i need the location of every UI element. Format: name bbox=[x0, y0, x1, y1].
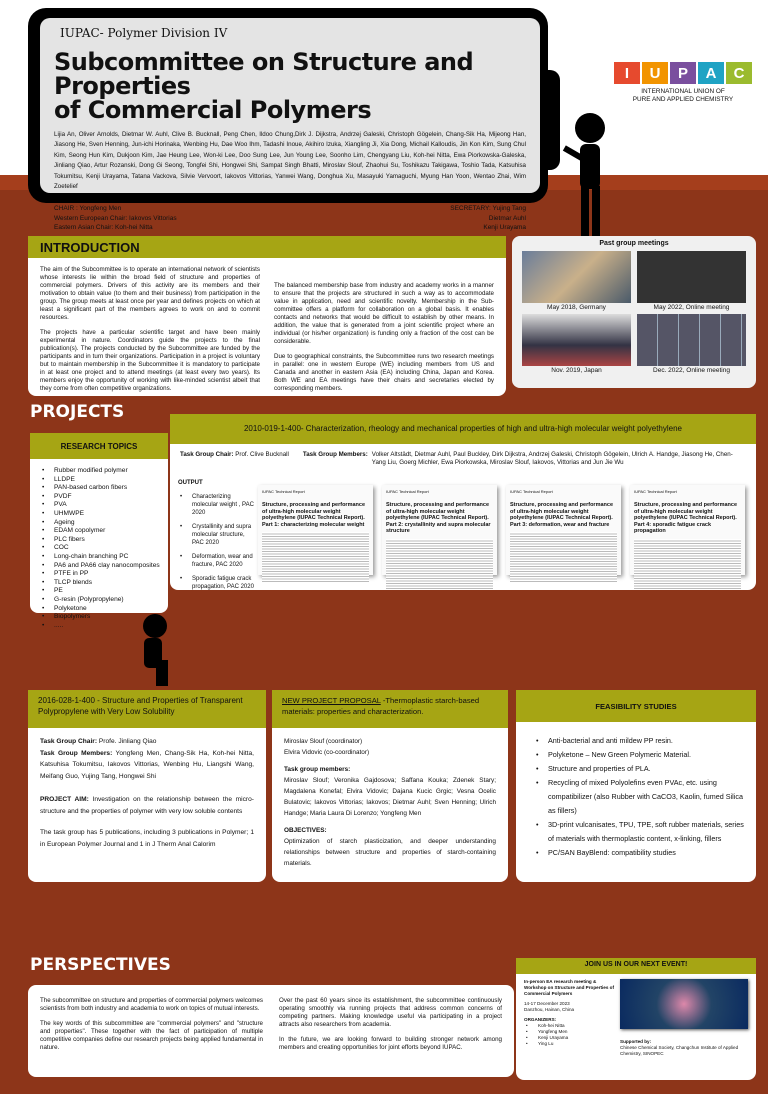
coordinator: Miroslav Slouf (coordinator) bbox=[284, 738, 363, 745]
officers bbox=[54, 204, 526, 233]
research-topic-item: • PAN-based carbon fibers bbox=[40, 484, 162, 493]
co-coordinator: Elvira Vidovic (co-coordinator) bbox=[284, 749, 370, 756]
event-date: 14-17 December 2023 bbox=[524, 1001, 570, 1006]
feasibility-title: FEASIBILITY STUDIES bbox=[516, 690, 756, 722]
research-topic-item: • LLDPE bbox=[40, 476, 162, 485]
photo-caption: May 2022, Online meeting bbox=[653, 304, 730, 311]
research-topics-panel bbox=[30, 433, 168, 629]
members-label: Task group members: bbox=[284, 766, 351, 773]
research-topic-item: • PVA bbox=[40, 501, 162, 510]
logo-line-1: INTERNATIONAL UNION OF bbox=[641, 88, 725, 95]
new-proposal-panel bbox=[272, 690, 508, 882]
feasibility-item: • Recycling of mixed Polyolefins even PVAc, etc. using compatibilizer (also Rubber with CaCO3, Kaolin, fumed Silica as fillers) bbox=[534, 776, 748, 818]
output-item: • Deformation, wear and fracture, PAC 2020 bbox=[178, 553, 254, 569]
perspective-paragraph: In the future, we are looking forward to building stronger network among members and creating opportunities for joint efforts beyond IUPAC. bbox=[279, 1036, 502, 1051]
paper-body bbox=[634, 539, 741, 589]
logo-letter: A bbox=[698, 62, 724, 84]
feasibility-item: • 3D-print vulcanisates, TPU, TPE, soft rubber materials, series of materials with thermoplastic content, x-linking, fillers bbox=[534, 818, 748, 846]
secretary-3: Kenji Urayama bbox=[483, 224, 526, 232]
paper-body bbox=[262, 532, 369, 582]
introduction-panel bbox=[28, 236, 506, 396]
event-venue-image bbox=[620, 979, 748, 1029]
division-label: IUPAC- Polymer Division IV bbox=[60, 26, 228, 40]
meeting-photo bbox=[522, 251, 631, 303]
logo-line-2: PURE AND APPLIED CHEMISTRY bbox=[632, 96, 734, 103]
intro-paragraph: Due to geographical constraints, the Subcommittee runs two research meetings in parallel: one in western Europe (WE) including members from US and Canada and another in eastern Asia (EA) including China, Japan and Korea. Both WE and EA meetings have their chairs and secretaries elected by corresponding members. bbox=[274, 353, 494, 392]
perspectives-heading: PERSPECTIVES bbox=[30, 955, 171, 975]
we-chair: Western European Chair: Iakovos Vittorias bbox=[54, 214, 177, 222]
members-list: Yongfeng Men, Chang-Sik Ha, Koh-hei Nitta, Katsuhisa Tokumitsu, Iakovos Vittorias, Wenbing Hu, Liangshi Wang, Meifang Guo, Yujing Tang, Hongwei Shi bbox=[40, 749, 254, 780]
research-topic-item: • Long-chain branching PC bbox=[40, 553, 162, 562]
perspective-paragraph: Over the past 60 years since its establishment, the subcommittee continuously operating smoothly via running projects that address common concerns of competing partners. Making knowledge useful via participating in a project attracts also researchers from academia. bbox=[279, 997, 502, 1028]
iupac-logo bbox=[608, 62, 758, 104]
research-topic-item: • PLC fibers bbox=[40, 536, 162, 545]
research-topic-item: • PTFE in PP bbox=[40, 570, 162, 579]
proposal-title: -Thermoplastic starch-based materials: properties and characterization. bbox=[282, 696, 480, 716]
project-pp-panel bbox=[28, 690, 266, 882]
research-topics-title: RESEARCH TOPICS bbox=[30, 433, 168, 459]
paper-header: IUPAC Technical Report bbox=[386, 489, 429, 494]
past-meetings-panel bbox=[512, 236, 756, 388]
organizer-item: • Ying Lu bbox=[524, 1041, 614, 1047]
organizer-item: • Yongfeng Men bbox=[524, 1029, 614, 1035]
publication-thumbnail[interactable] bbox=[630, 485, 745, 575]
research-topic-item: • COC bbox=[40, 544, 162, 553]
meeting-photo bbox=[522, 314, 631, 366]
logo-letter: U bbox=[642, 62, 668, 84]
intro-paragraph: The projects have a particular scientific target and have been mainly experimental in nature. Coordinators guide the projects to the final publication(s). The projects conducted by the Subcommittee are funded by the participants and in turn their organizations. Participation in a project is voluntary but to maintain membership in the Subcommittee it is mandatory to participate in at least one project and to attend meetings (at least every two years). Its members enjoy the opportunity of working with like-minded scientist albeit that they come from often competitive organizations. bbox=[40, 329, 260, 392]
poster-title bbox=[54, 50, 526, 122]
organizers-list bbox=[524, 1023, 614, 1047]
chair-label: Task Group Chair: bbox=[180, 451, 234, 458]
research-topics-list bbox=[30, 459, 168, 630]
research-topic-item: • TLCP blends bbox=[40, 579, 162, 588]
intro-paragraph: The aim of the Subcommittee is to operate an international network of scientists whose interests lie within the broad field of structure and properties of commercial polymers. Drivers of this activity are its members and their motivation to obtain value (to them and their business) from participation in the group. The group meets at least once per year and defines projects on which at least a significant part of the members agrees to work on and to commit resources. bbox=[40, 266, 260, 321]
perspective-paragraph: The key words of this subcommittee are "commercial polymers" and "structure and properties". These together with the fact of participation of multiple competitive companies define our research projects being applied fundamental in nature. bbox=[40, 1020, 263, 1051]
research-topic-item: • PVDF bbox=[40, 493, 162, 502]
publication-thumbnail[interactable] bbox=[506, 485, 621, 575]
perspective-paragraph: The subcommittee on structure and properties of commercial polymers welcomes scientists from both industry and academia to work on topics of mutual interests. bbox=[40, 997, 263, 1012]
output-list bbox=[178, 493, 254, 591]
next-event-panel bbox=[516, 958, 756, 1080]
objectives-label: OBJECTIVES: bbox=[284, 827, 327, 834]
perspectives-panel bbox=[28, 985, 514, 1077]
organizers-label: ORGANIZERS: bbox=[524, 1017, 557, 1022]
objectives-text: Optimization of starch plasticization, and deeper understanding relationships between structure and properties of starch-containing materials. bbox=[284, 838, 496, 867]
output-item: • Characterizing molecular weight , PAC 2020 bbox=[178, 493, 254, 517]
photo-caption: May 2018, Germany bbox=[547, 304, 606, 311]
organizer-item: • Koh-hei Nitta bbox=[524, 1023, 614, 1029]
paper-body bbox=[386, 539, 493, 589]
chair-label: Task Group Chair: bbox=[40, 738, 98, 745]
supporters-label: Supported by: bbox=[620, 1039, 652, 1044]
research-topic-item: • ..... bbox=[40, 622, 162, 631]
output-item: • Crystallinity and supra molecular structure, PAC 2020 bbox=[178, 523, 254, 547]
output-item: • Sporadic fatigue crack propagation, PAC 2020 bbox=[178, 575, 254, 591]
logo-letter: C bbox=[726, 62, 752, 84]
author-list: Lijia An, Oliver Arnolds, Dietmar W. Auhl, Clive B. Bucknall, Peng Chen, Ildoo Chung,Dirk J. Dijkstra, Andrzej Galeski, Christoph Gögelein, Chang-Sik Ha, Mijeong Han, Jiasong He, Sven Henning, Jun-ichi Horinaka, Wenbing Hu, Dae Woo Ihm, Tadashi Inoue, Akihiro Izuka, Xiangling Ji, Xia Dong, Michail Kalloudis, Jin Kon Kim, Sung Chul Kim, Seong Hun Kim, Dukjoon Kim, Jae Heung Lee, Won-ki Lee, Doo Sung Lee, Jun Young Lee, Soonho Lim, Chengyang Liu, Koh-hei Nitta, Ewa Piorkowska-Galeska, Jinliang Qiao, Artur Rozanski, Dong Gi Seong, Tongfei Shi, Hongwei Shi, Sampat Singh Bhatti, Miroslav Slouf, Zhaohui Su, Toshikazu Takigawa, Toshio Tada, Katsuhisa Tokumitsu, Kenji Urayama, Tatana Vackova, Silvie Vervoort, Iakovos Vittorias, Yanwei Wang, Donghua Xu, Masayuki Yamaguchi, Myung Han Yoon, Wentao Zhai, Wim Zoetelief bbox=[54, 131, 526, 191]
members-label: Task Group Members: bbox=[302, 451, 368, 458]
photo-caption: Nov. 2019, Japan bbox=[551, 367, 602, 374]
paper-header: IUPAC Technical Report bbox=[634, 489, 677, 494]
research-topic-item: • G-resin (Polypropylene) bbox=[40, 596, 162, 605]
title-line-1: Subcommittee on Structure and Properties bbox=[54, 48, 474, 100]
aim-text: Investigation on the relationship between the micro-structure and the properties of polymer with very low soluble contents bbox=[40, 796, 254, 815]
feasibility-item: • PC/SAN BayBlend: compatibility studies bbox=[534, 846, 748, 860]
paper-title: Structure, processing and performance of ultra-high molecular weight polyethylene (IUPAC Technical Report). Part 4: sporadic fatigue crack propagation bbox=[634, 502, 737, 534]
members-label: Task Group Members: bbox=[40, 749, 113, 757]
proposal-label: NEW PROJECT PROPOSAL bbox=[282, 696, 381, 705]
intro-paragraph: The balanced membership base from industry and academy works in a manner to ensure that the projects are structured in such a way as to accommodate value in application, need and scientific novelty. Membership in the Sub-committee offers a platform for collaboration on a global basis. It enables contacts and networks that would be difficult to establish by other means. In addition, the value that is generated from a joint scientific project where an individual (or his/her organization) is funding only a fraction of the cost can be considerable. bbox=[274, 282, 494, 345]
aim-label: PROJECT AIM: bbox=[40, 796, 89, 803]
feasibility-item: • Anti-bacterial and anti mildew PP resin. bbox=[534, 734, 748, 748]
research-topic-item: • Ageing bbox=[40, 519, 162, 528]
ea-chair: Eastern Asian Chair: Koh-hei Nitta bbox=[54, 224, 153, 232]
event-name: In-person EA research meeting & Workshop on Structure and Properties of Commercial Polymers bbox=[524, 979, 615, 996]
paper-body bbox=[510, 532, 617, 582]
meeting-photo bbox=[637, 251, 746, 303]
chair-name: Prof. Clive Bucknall bbox=[235, 451, 289, 458]
logo-letter: I bbox=[614, 62, 640, 84]
chair-name: Profe. Jinliang Qiao bbox=[98, 738, 157, 745]
event-place: Danzhou, Hainan, China bbox=[524, 1007, 575, 1012]
publication-thumbnail[interactable] bbox=[382, 485, 497, 575]
projects-heading: PROJECTS bbox=[30, 402, 125, 422]
members-list: Miroslav Slouf; Veronika Gajdosova; Saffana Kouka; Zdenek Stary; Magdalena Konefal; Elvira Vidovic; Dajana Kucic Grgic; Vesna Ocelic Bulatovic; Iakovos Vittorias; Iakovos; Dietmar Auhl; Sven Henning; Ulrich Handge; Maria Laura Di Lorenzo; Yongfeng Men bbox=[284, 777, 496, 817]
publications-text: The task group has 5 publications, including 3 publications in Polymer; 1 in European Polymer Journal and 1 in J Therm Anal Calorim bbox=[40, 829, 254, 848]
research-topic-item: • UHMWPE bbox=[40, 510, 162, 519]
introduction-title: INTRODUCTION bbox=[28, 236, 506, 258]
feasibility-panel bbox=[516, 690, 756, 882]
paper-title: Structure, processing and performance of ultra-high molecular weight polyethylene (IUPAC Technical Report). Part 2: crystallinity and supra molecular structure bbox=[386, 502, 491, 534]
organizer-item: • Kenji Urayama bbox=[524, 1035, 614, 1041]
secretary-2: Dietmar Auhl bbox=[488, 214, 526, 222]
sitting-figure-icon bbox=[130, 612, 180, 687]
past-meetings-title: Past group meetings bbox=[599, 240, 669, 247]
paper-header: IUPAC Technical Report bbox=[510, 489, 553, 494]
photo-caption: Dec. 2022, Online meeting bbox=[653, 367, 730, 374]
feasibility-list bbox=[516, 722, 756, 860]
research-topic-item: • PA6 and PA66 clay nanocomposites bbox=[40, 562, 162, 571]
secretary: SECRETARY: Yujing Tang bbox=[450, 205, 526, 213]
research-topic-item: • Biopolymers bbox=[40, 613, 162, 622]
feasibility-item: • Polyketone – New Green Polymeric Material. bbox=[534, 748, 748, 762]
research-topic-item: • EDAM copolymer bbox=[40, 527, 162, 536]
supporters-text: Chinese Chemical Society, Changchun Institute of Applied Chemistry, SINOPEC bbox=[620, 1045, 739, 1056]
research-topic-item: • Rubber modified polymer bbox=[40, 467, 162, 476]
title-line-2: of Commercial Polymers bbox=[54, 96, 372, 124]
paper-title: Structure, processing and performance of ultra-high molecular weight polyethylene (IUPAC Technical Report). Part 1: characterizing molecular weight bbox=[262, 502, 365, 528]
paper-header: IUPAC Technical Report bbox=[262, 489, 305, 494]
logo-letter: P bbox=[670, 62, 696, 84]
chair: CHAIR : Yongfeng Men bbox=[54, 205, 122, 213]
paper-title: Structure, processing and performance of ultra-high molecular weight polyethylene (IUPAC Technical Report). Part 3: deformation, wear and fracture bbox=[510, 502, 613, 528]
members-list: Volker Altstädt, Dietmar Auhl, Paul Buckley, Dirk Dijkstra, Andrzej Galeski, Christoph Gögelein, Ulrich A. Handge, Jiasong He, Chen-Yang Liu, Goerg Michler, Ewa Piorkowska, Miroslav Slouf, Iakovos, Vittorias and Jun Jie Wu bbox=[371, 451, 733, 466]
project-title: 2010-019-1-400- Characterization, rheology and mechanical properties of high and ultra-high molecular weight polyethylene bbox=[170, 414, 756, 444]
feasibility-item: • Structure and properties of PLA. bbox=[534, 762, 748, 776]
publication-thumbnail[interactable] bbox=[258, 485, 373, 575]
research-topic-item: • Polyketone bbox=[40, 605, 162, 614]
stick-figure-icon bbox=[545, 110, 615, 250]
research-topic-item: • PE bbox=[40, 587, 162, 596]
event-title: JOIN US IN OUR NEXT EVENT! bbox=[516, 958, 756, 974]
project-title: 2016-028-1-400 - Structure and Properties of Transparent Polypropylene with Very Low Solubility bbox=[28, 690, 266, 728]
poster-header bbox=[40, 18, 540, 232]
output-label: OUTPUT bbox=[178, 480, 203, 486]
meeting-photo bbox=[637, 314, 746, 366]
